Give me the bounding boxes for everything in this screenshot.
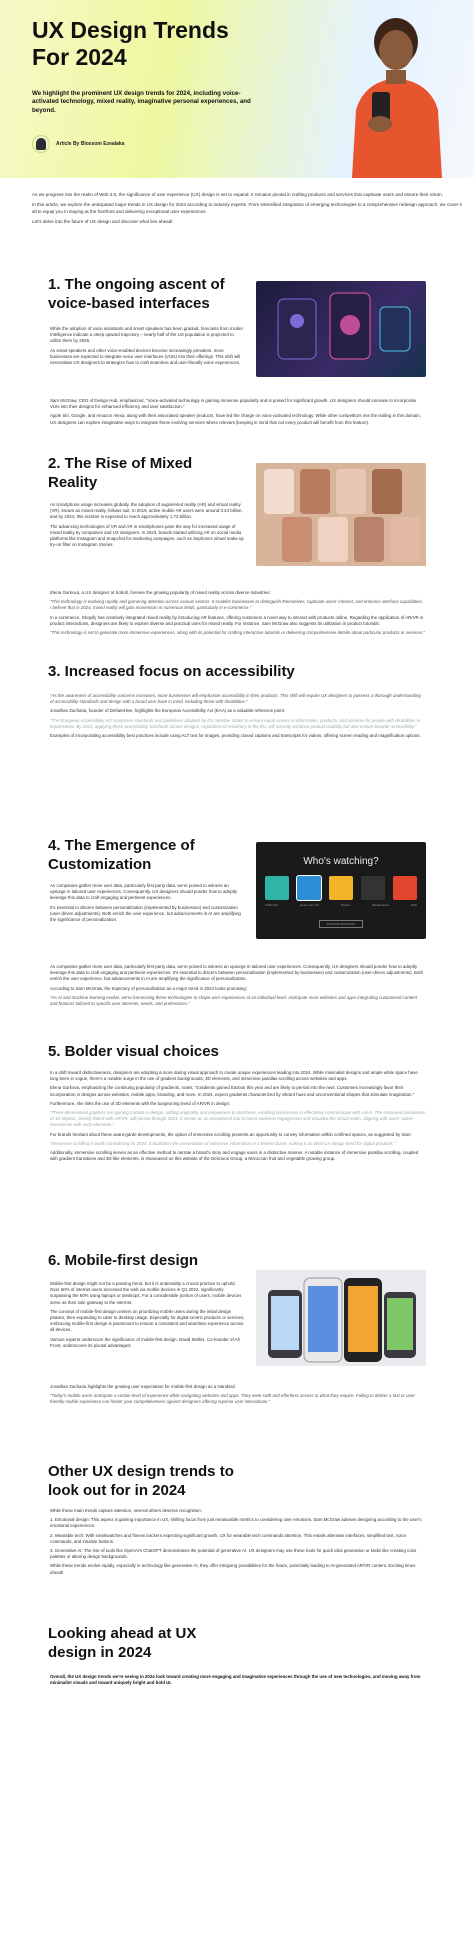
section-title-customization: 4. The Emergence of Customization (48, 837, 195, 873)
profile-picker-image (256, 842, 426, 939)
section-title-other-trends: Other UX design trends to look out for in 2024 (48, 1463, 234, 1499)
hero-subtitle: We highlight the prominent UX design trends for 2024, including voice-activated technology, mixed reality, imaginative personal experiences, and beyond. (32, 90, 251, 114)
quote: "This technology is evolving rapidly and garnering attention across various sectors. It enables businesses to distinguish themselves, captivate users' interest, and enhance interface capabilities. I believe that in 2024, mixed reality will gain momentum in numerous fields, particularly in e-commerce." (50, 599, 423, 611)
quote: "This technology is set to generate more immersive experiences, along with its potential for crafting interactive tutorials or delivering comprehensive details about particular products or services." (50, 630, 425, 636)
paragraph: Examples of incorporating accessibility best practices include using ALT text for images, providing closed captions and transcripts for videos, offering screen reading and magnification options. (50, 733, 421, 739)
section-body-mobile-first-full (50, 1384, 425, 1409)
section-body-voice-full (50, 398, 425, 429)
profile-name: Parent (341, 903, 350, 907)
paragraph: Mobile-first design might not be a passing trend, but it is undeniably a crucial practice to uphold. Over 60% of internet users accessed the web via mobile devices in Q1 2022, significantly surpassing the 60% using laptops or desktops. For a considerable portion of users, mobile devices serve as their sole gateway to the internet. (50, 1281, 242, 1305)
paragraph: The advancing technologies of VR and AR in smartphones pave the way for increased usage of mixed reality by companies and UX designers. In 2023, brands started utilizing AR on social media platforms like Instagram and Snapchat for marketing campaigns, such as Sephora's virtual make-up try-on filter on Instagram Stories. (50, 523, 244, 548)
manage-profiles-button[interactable]: MANAGE PROFILES (319, 920, 363, 928)
paragraph: Jonathan Zacharia, founder of DefiantHive, highlights the European Accessibility Act (EAA) as a valuable reference point: (50, 708, 286, 714)
paragraph: In a shift toward distinctiveness, designers are adopting a more daring visual approach to create unique experiences leading into 2024. While minimalist designs and ample white space have long been in vogue, there's a notable surge in the use of gradient backgrounds, 3D elements, and immersive parallax scrolling across websites and apps. (50, 1070, 418, 1082)
profile-picker-title: Who's watching? (303, 856, 379, 867)
paragraph: As smart speakers and other voice-enabled devices become increasingly prevalent, more businesses are expected to integrate voice user interfaces (VUIs) into their offerings. This shift will necessitate UX designers to strategize how to craft seamless and user-friendly voice experiences. (50, 347, 241, 366)
section-body-mixed-reality (50, 502, 245, 551)
paragraph: In e-commerce, Shopify has creatively integrated mixed reality by introducing AR features, offering customers a novel way to interact with products online. Regarding the application of AR/VR in product interactions, designers are likely to explore diverse and practical uses for mixed reality. For instance, Sam McGraw also suggests its utilization in product tutorials: (50, 614, 424, 626)
paragraph: While these main trends capture attention, several others deserve recognition: (50, 1508, 202, 1513)
list-item: 2. Wearable tech: With smartwatches and fitness trackers expecting significant growth, UX for wearable tech commands attention. This entails alternate interfaces, simplified text, voice commands, and intuitive buttons. (50, 1532, 407, 1544)
section-title-voice: 1. The ongoing ascent of voice-based interfaces (48, 276, 225, 312)
quote: "Three-dimensional graphics are gaining traction in design, adding originality and uniqueness to interfaces, enabling businesses to effectively communicate with users. The continued prevalence of 3D objects, closely linked with AR/VR, will persist through 2024. It serves as an exceptional tool to boost audience engagement and visualize the virtual realm, aligning with users' active interactions with such elements." (50, 1110, 425, 1128)
section-title-mixed-reality: 2. The Rise of Mixed Reality (48, 455, 193, 491)
section-body-voice (50, 326, 245, 369)
paragraph: According to Sam McGraw, the trajectory of personalization as a major trend in 2024 looks promising: (50, 985, 247, 991)
hero-person-photo (334, 0, 454, 178)
author-avatar (32, 135, 50, 153)
section-title-accessibility: 3. Increased focus on accessibility (48, 663, 295, 680)
paragraph: Additionally, immersive scrolling serves as an effective method to narrate a brand's story and engage users in a distinctive manner. A notable instance of immersive parallax scrolling, coupled with gradient transitions and 3D-like elements, is showcased on this website of the Delicious Group, a Moroccan fruit and vegetable growing group. (50, 1150, 419, 1162)
paragraph: Jonathan Zacharia highlights the growing user expectation for mobile-first design as a standard: (50, 1384, 236, 1389)
mixed-reality-image (256, 463, 426, 566)
paragraph: As smartphone usage increases globally, the adoption of augmented reality (AR) and virtual reality (VR), known as mixed reality, follows suit. In 2019, active mobile AR users were around 0.44 billion, and by 2024, this number is expected to reach approximately 1.73 billion. (50, 502, 243, 520)
voice-ui-image (256, 281, 426, 377)
page-title: UX Design Trends For 2024 (32, 17, 229, 70)
paragraph: The concept of mobile-first design centers on prioritizing mobile users during the initial design phases, then expanding to cater to desktop usage. Especially for digital-centric products or services, embracing mobile-first design is paramount to ensure a consistent and seamless experience across all devices. (50, 1308, 245, 1333)
profile-name: Child Sub (265, 903, 279, 907)
paragraph: Elena Gurkova, a UX designer at Sobolt, foresee the growing popularity of mixed reality across diverse industries: (50, 590, 271, 595)
author-byline[interactable] (32, 135, 124, 153)
section-body-other-trends (50, 1508, 425, 1579)
paragraph: Apple Siri, Google, and Amazon Alexa, along with their associated speaker products, have led the charge on voice-activated technology. While other competitors rise the trailing in this domain, UX designers can explore imaginative ways to integrate these evolving services where relevant (keeping in mind that not every product will benefit from this feature). (50, 413, 421, 425)
paragraph: Various experts underscore the significance of mobile-first design. David Stellini, Co-founder of All Front, underscores its pivotal advantages: (50, 1336, 240, 1348)
intro-paragraph: As we progress into the realm of Web 3.0, the significance of user experience (UX) design is set to expand. It remains pivotal in crafting products and services that captivate users and ensure their return. (32, 192, 444, 197)
intro-paragraph: Let's delve into the future of UX design and discover what lies ahead! (32, 219, 173, 225)
paragraph: As companies gather more user data, particularly first-party data, we're poised to witness an upsurge in tailored user experiences. Consequently, UX designers should ponder how to adeptly leverage this data to craft engaging and pertinent experiences. It's essential to discern between personalization (implemented by businesses) and customization (user-driven adjustments). Both enrich the user experience, but advancements in AI are amplifying the significance of personalization. (50, 964, 424, 982)
quote: "As AI and machine learning evolve, we're harnessing these technologies to shape user experiences at an individual level. Anticipate more websites and apps integrating customized content and features tailored to specific user interests, needs, and preferences." (50, 994, 417, 1007)
profile-name: Kids (411, 903, 417, 907)
section-title-bolder-visuals: 5. Bolder visual choices (48, 1043, 219, 1060)
profile-name: Maintenance (371, 903, 390, 907)
quote: "As the awareness of accessibility concerns increases, more businesses will emphasize accessibility in their products. This shift will require UX designers to possess a thorough understanding of accessibility standards and design with a broad user base in mind, including those with disabilities." (50, 693, 421, 705)
quote: "Immersive scrolling is worth considering for 2024. It facilitates the presentation of extensive information in a limited space, making it an ideal UX design trend for digital products." (50, 1140, 396, 1146)
author-name: Article By Blossom Ezealaka (56, 141, 125, 147)
section-body-bolder-visuals (50, 1070, 425, 1165)
intro-section (32, 192, 462, 230)
paragraph: It's essential to discern between personalization (implemented by businesses) and customization (user-driven adjustments). Both enrich the user experience, but advancements in AI are amplifying the significance of personalization. (50, 904, 241, 923)
conclusion-paragraph: Overall, the UX design trends we're seeing in 2024 look toward creating more engaging and imaginative experiences through the use of new technologies, and moving away from minimalist visuals and toward uniquely bright and bold UI. (50, 1674, 421, 1686)
section-title-looking-ahead: Looking ahead at UX design in 2024 (48, 1625, 197, 1661)
section-body-customization-full (50, 964, 425, 1010)
quote: "The European Accessibility Act comprises standards and guidelines adopted by EU member states to ensure equal access to information, products, and services for people with disabilities or impairments. By 2024, applying these accessibility standards across designs, regardless of residency in the EU, will not only enhance product usability but also ensure broader accessibility." (50, 717, 421, 729)
list-item: 3. Generative AI: The rise of tools like OpenAI's ChatGPT demonstrates the potential of generative AI. UX designers may use these tools for quick idea generation or tasks like creating color palettes or altering design backgrounds. (50, 1548, 417, 1560)
section-body-mixed-reality-full (50, 590, 425, 639)
section-title-mobile-first: 6. Mobile-first design (48, 1252, 199, 1269)
section-body-customization (50, 883, 245, 926)
paragraph: As companies gather more user data, particularly first-party data, we're poised to witness an upsurge in tailored user experiences. Consequently, UX designers should ponder how to adeptly leverage this data to craft engaging and pertinent experiences. (50, 883, 238, 901)
intro-paragraph: In this article, we explore the anticipated major trends in UX design for 2024 according to industry experts. From intensified integration of emerging technologies to a comprehensive redesign approach, we cover it all to equip you in staying at the forefront and delivering exceptional user experiences. (32, 202, 462, 214)
mobile-phones-image (256, 1270, 426, 1366)
section-body-mobile-first (50, 1281, 245, 1352)
paragraph: While these trends evolve rapidly, especially in technology like generative AI, they offer intriguing possibilities for the future, potentially leading to AI-generated AR/VR content. Exciting times ahead! (50, 1563, 416, 1575)
paragraph: While the adoption of voice assistants and smart speakers has been gradual, forecasts from Insider Intelligence indicate a steep upward trajectory – nearly half of the US population is projected to utilize them by 2026. (50, 326, 244, 344)
paragraph: Sam McGraw, CEO of Design Hub, emphasized, "Voice-activated technology is gaining immense popularity and is poised for significant growth. UX designers should innovate to incorporate VUIs into their designs for enhanced efficiency and user satisfaction." (50, 398, 417, 410)
paragraph: Elena Gurkova, emphasizing the continuing popularity of gradients, notes, "Gradients gained traction this year and are likely to persist into the next. Customers increasingly favor their incorporation in designs across websites, mobile apps, branding, and more. In 2024, expect gradients characterized by vibrant hues and unconventional shapes that stimulate imagination." (50, 1085, 415, 1097)
section-body-accessibility (50, 693, 425, 742)
paragraph: Furthermore, she links the use of 3D elements with the burgeoning trend of AR/VR in design: (50, 1100, 231, 1106)
quote: "Today's mobile users anticipate a certain level of experience while navigating websites and apps. They seek swift and effortless access to what they require. Failing to deliver a fast or user-friendly mobile experience can hinder your competitiveness against designers offering superior user interactions." (50, 1393, 417, 1405)
list-item: 1. Emotional design: This aspect is gaining importance in UX, shifting focus from just measurable metrics to considering user emotions. Sam McGraw advises designing according to the user's emotional experiences. (50, 1517, 422, 1529)
paragraph: For brands hesitant about these avant-garde developments, the option of immersive scrolling presents an opportunity to convey information within confined spaces, as suggested by Sam: (50, 1131, 412, 1137)
profile-name: Hear more XP (300, 903, 320, 907)
hero-banner (0, 0, 474, 178)
